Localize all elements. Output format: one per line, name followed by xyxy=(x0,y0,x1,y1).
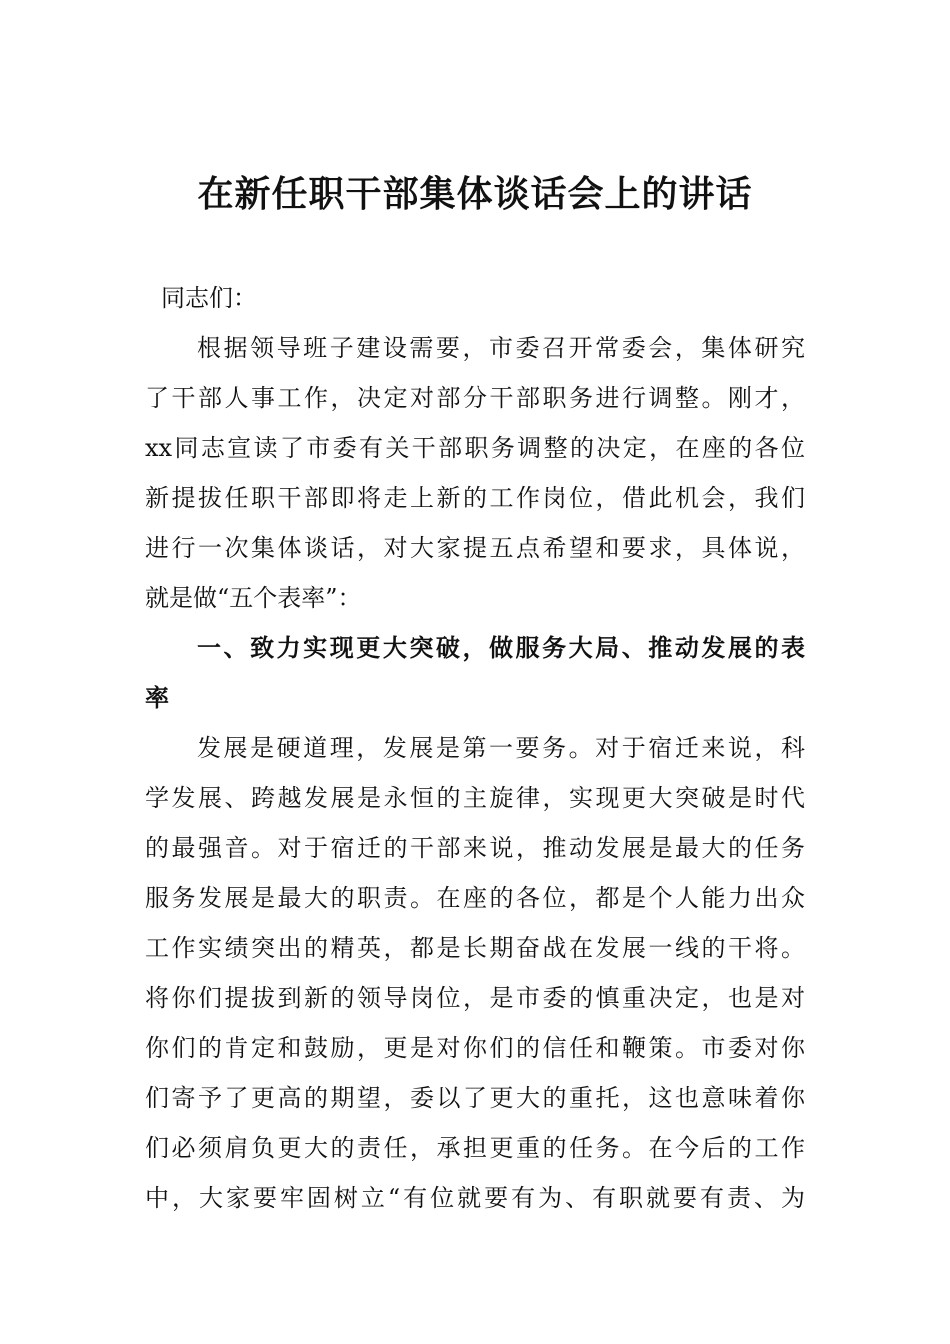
salutation: 同志们： xyxy=(161,284,257,312)
paragraph-line: 发展是硬道理，发展是第一要务。对于宿迁来说，科 xyxy=(197,734,805,762)
paragraph-line: 的最强音。对于宿迁的干部来说，推动发展是最大的任务 xyxy=(145,834,805,862)
paragraph-line: 你们的肯定和鼓励，更是对你们的信任和鞭策。市委对你 xyxy=(145,1034,805,1062)
paragraph-line: 新提拔任职干部即将走上新的工作岗位，借此机会，我们 xyxy=(145,484,805,512)
paragraph-line: 服务发展是最大的职责。在座的各位，都是个人能力出众 xyxy=(145,884,805,912)
document-title: 在新任职干部集体谈话会上的讲话 xyxy=(197,173,753,215)
paragraph-line: 们必须肩负更大的责任，承担更重的任务。在今后的工作 xyxy=(145,1134,805,1162)
paragraph-line: 们寄予了更高的期望，委以了更大的重托，这也意味着你 xyxy=(145,1084,805,1112)
paragraph-line: 了干部人事工作，决定对部分干部职务进行调整。刚才， xyxy=(145,384,805,412)
paragraph-line: 根据领导班子建设需要，市委召开常委会，集体研究 xyxy=(197,334,805,362)
paragraph-line: 学发展、跨越发展是永恒的主旋律，实现更大突破是时代 xyxy=(145,784,805,812)
paragraph-line: 工作实绩突出的精英，都是长期奋战在发展一线的干将。 xyxy=(145,934,805,962)
paragraph-line: xx同志宣读了市委有关干部职务调整的决定，在座的各位 xyxy=(145,434,805,462)
document-body xyxy=(145,273,805,1223)
section-heading-line: 率 xyxy=(145,684,169,712)
paragraph-line: 就是做“五个表率”： xyxy=(145,584,362,612)
section-heading-line: 一、致力实现更大突破，做服务大局、推动发展的表 xyxy=(197,634,805,662)
paragraph-line: 进行一次集体谈话，对大家提五点希望和要求，具体说， xyxy=(145,534,805,562)
paragraph-line: 将你们提拔到新的领导岗位，是市委的慎重决定，也是对 xyxy=(145,984,805,1012)
paragraph-line: 中，大家要牢固树立“有位就要有为、有职就要有责、为 xyxy=(145,1184,805,1212)
